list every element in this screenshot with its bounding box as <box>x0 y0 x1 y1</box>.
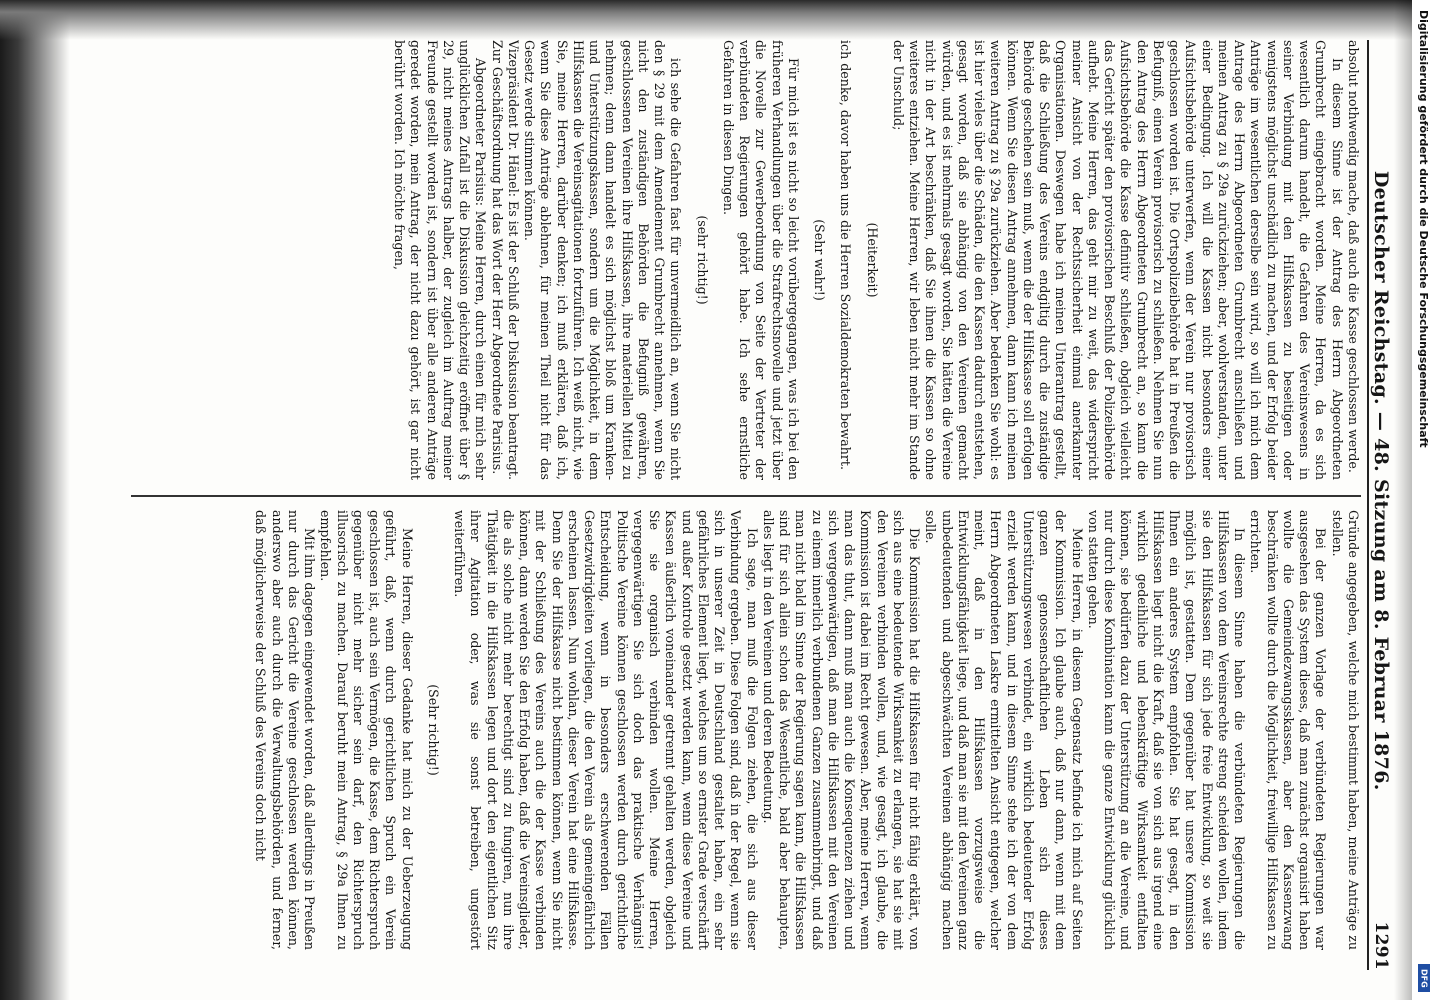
paragraph: In diesem Sinne haben die verbündeten Regierungen die Hilfskassen von dem Vereinsrechte streng scheiden wollen, indem sie den Hilfskassen für sich jede freie Entwicklung, so weit sie möglich ist, gestatten. Dem gegenüber hat unsere Kommission Ihnen ein anderes System empfohlen. Sie hat gesagt, in den Hilfskassen liegt nicht die Kraft, daß sie von sich aus irgend eine wirklich gedeihliche und lebenskräftige Wirksamkeit entfalten können, sie bedürfen dazu der Unterstützung an die Vereine, und nur durch diese Kombination kann die ganze Entwicklung glücklich von statten gehen. <box>1086 510 1248 950</box>
paragraph: Gründe angegeben, welche mich bestimmt haben, meine Anträge zu stellen. <box>1329 510 1361 950</box>
interjection: (sehr richtig!) <box>694 215 710 305</box>
paragraph: absolut nothwendig mache, daß auch die Kasse geschlossen werde. <box>1346 40 1361 473</box>
paragraph: Die Kommission hat die Hilfskassen für nicht fähig erklärt, von sich aus eine bedeutende Wirksamkeit zu erlangen, sie hat sie mit den Vereinen verbinden wollen, und, wie gesagt, ich glaube, die Kommission ist dabei im Recht gewesen. Aber, meine Herren, wenn man das thut, dann muß man auch die Konsequenzen ziehen und sich vergegenwärtigen, daß man die Hilfskassen mit den Vereinen zu einem innerlich verbundenen Ganzen zusammenbringt, und daß man nicht bald im Sinne der Regierung sagen kann, die Hilfskassen sind für sich allein schon das Wesentliche, bald aber behaupten, alles liegt in den Vereinen und deren Bedeutung. <box>761 510 923 950</box>
paragraph: Ich sage, man muß die Folgen ziehen, die sich aus dieser Verbindung ergeben. Diese Folgen sind, daß in der Regel, wenn sie sich in unserer Zeit in Deutschland gestaltet haben, ein sehr gefährliches Element liegt, welches um so ernster Grade verschärft und außer Kontrole gesetzt werden kann, wenn diese Vereine und Kassen äußerlich voneinander getrennt gehalten werden, obgleich Sie sie organisch verbinden wollen. Meine Herren, vergegenwärtigen Sie sich doch das praktische Verhängnis! Politische Vereine können geschlossen werden durch gerichtliche Entscheidung, wenn in besonders erschwerenden Fällen Gesetzwidrigkeiten vorliegen, die den Verein als gemeingefährlich erscheinen lassen. Nun wohlan, dieser Verein hat eine Hilfskasse. Denn Sie der Hilfskasse nicht bestimmen können, wenn Sie nicht mit der Schließung des Vereins auch die der Kasse verbinden können, dann werden Sie den Erfolg haben, daß die Vereinsglieder, die als solche nicht mehr berechtigt sind zu fungiren, nun ihre Thätigkeit in die Hilfskassen legen und dort den eigentlichen Sitz ihrer Agitation oder, was sie sonst betreiben, ungestört weiterführen. <box>452 510 760 950</box>
paragraph: Meine Herren, in diesem Gegensatz befinde ich mich auf Seiten der Kommission. Ich glaube auch, daß nur dann, wenn mit dem ganzen genossenschaftlichen Leben sich dieses Unterstützungswesen verbindet, ein wirklich bedeutender Erfolg erzielt werden kann, und in diesem Sinne stehe ich der von dem Herrn Abgeordneten Laskre ermittelten Ansicht entgegen, welcher meint, daß in den Hilfskassen vorzugsweise die Entwicklungsfähigkeit liege, und daß man sie mit den Vereinen ganz unbedeutenden und abgeschwächten Vereinen abhängig machen solle. <box>923 510 1085 950</box>
paragraph: ich sehe die Gefahren fast für unvermeidlich an, wenn Sie nicht den § 29 mit dem Amendement Grumbrecht annehmen, wenn Sie nicht den zuständigen Behörden die Befugniß gewähren, geschlossenen Vereinen ihre Hilfskassen, ihre materiellen Mittel zu nehmen; denn dann handelt es sich möglichst bloß um Kranken- und Unterstützungskassen, sondern um die Möglichkeit, in dem Hilfskassen die Vereinsagitationen fortzuführen. Ich weiß nicht, wie Sie, meine Herren, darüber denken; ich muß erklären, daß ich, wenn Sie diese Anträge ablehnen, für meinen Theil nicht für das Gesetz werde stimmen können. <box>522 40 684 480</box>
header-title: Deutscher Reichstag. — 48. Sitzung am 8. Februar 1876. <box>1370 170 1393 791</box>
paragraph: Meine Herren, dieser Gedanke hat mich zu der Ueberzeugung geführt, daß, wenn durch gerichtlichen Spruch ein Verein geschlossen ist, auch sein Vermögen, die Kasse, dem Richterspruch gegenüber nicht mehr sicher sein darf, den Richterspruch illusorisch zu machen. Darauf beruht mein Antrag, § 29a Ihnen zu empfehlen. <box>318 510 415 950</box>
paragraph: Mit ihm dagegen eingewendet worden, daß allerdings in Preußen nur durch das Gericht die Vereine geschlossen werden können, anderswo aber auch durch die Verwaltungsbehörden, und ferner, daß möglicherweise der Schluß des Vereins doch nicht <box>253 510 318 950</box>
scan-shadow-top <box>0 0 1412 40</box>
column-left <box>121 40 1361 480</box>
paragraph: Vizepräsident Dr. Hänel: Es ist der Schluß der Diskussion beantragt. Zur Geschäftsordnung hat das Wort der Herr Abgeordnete Parisius. <box>489 40 521 480</box>
dfg-logo-icon: DFG <box>1418 964 1430 992</box>
column-divider <box>131 495 1361 497</box>
page-number: 1291 <box>1371 921 1392 970</box>
paragraph: Für mich ist es nicht so leicht vorübergegangen, was ich bei den früheren Verhandlungen über die Strafrechtsnovelle und jetzt über die Novelle zur Gewerbeordnung von Seite der Vertreter der verbündeten Regierungen gehört habe. Ich sehe ernstliche Gefahren in diesen Dingen. <box>721 40 801 480</box>
paragraph: Bei der ganzen Vorlage der verbündeten Regierungen war ausgesehen das System dieses, daß man zunächst organisirt haben wollte die Gemeindezwangsskassen, aber den Kassenzwang beschränken wollte durch die Möglichkeit, freiwillige Hilfskassen zu errichten. <box>1248 510 1329 950</box>
paragraph: Abgeordneter Parisius: Meine Herren, durch einen für mich sehr unglücklichen Zufall ist die Diskussion gleichzeitig eröffnet über § 29, nicht meines Antrags halber, der zugleich im Auftrag meiner Freunde gestellt worden ist, sondern ist über alle anderen Anträge geredet worden, mein Antrag, der nicht dazu gehört, ist gar nicht berührt worden. Ich möchte fragen, <box>392 40 489 480</box>
interjection: (Sehr wahr!) <box>812 219 828 301</box>
paragraph: In diesem Sinne ist der Antrag des Herrn Abgeordneten Grumbrecht eingebracht worden. Meine Herren, da es sich wesentlich darum handelt, die Gefahren des Vereinswesens in seiner Verbindung mit den Hilfskassen zu beseitigen oder wenigstens möglichst unschädlich zu machen, und der Erfolg beider Anträge im wesentlichen derselbe sein wird, so will ich mich dem Antrage des Herrn Abgeordneten Grumbrecht anschließen und meinen Antrag zu § 29a zurückziehen; aber, wohlverstanden, unter einer Bedingung. Ich will die Kassen nicht besonders einer Aufsichtsbehörde unterwerfen, wenn der Verein nur provisorisch geschlossen worden ist. Die Ortspolizeibehörde hat in Preußen die Befugniß, einen Verein provisorisch zu schließen. Nehmen Sie nun den Antrag des Herrn Abgeordneten Grumbrecht an, so kann die Aufsichtsbehörde die Kasse definitiv schließen, obgleich vielleicht das Gericht später den provisorischen Beschluß der Polizeibehörde aufhebt. Meine Herren, das geht mir zu weit, das widerspricht meiner Ansicht von der Rechtssicherheit einmal anerkannter Organisationen. Deswegen habe ich meinen Unterantrag gestellt, daß die Schließung des Vereins endgiltig durch die zuständige Behörde geschehen sein muß, wenn die der Hilfskasse soll erfolgen können. Wenn Sie diesen Antrag annehmen, dann kann ich meinen weiteren Antrag zu § 29a zurückziehen. Aber bedenken Sie wohl: es ist hier vieles über die Schäden, die den Kassen dadurch entstehen, gesagt worden, daß sie abhängig von den Vereinen gemacht würden, und es ist mehrmals gesagt worden, Sie hätten die Vereine nicht in der Art beschränken, daß Sie ihnen die Kassen so ohne weiteres entziehen. Meine Herren, wir leben nicht mehr im Stande der Unschuld; <box>891 40 1345 480</box>
interjection: (Heiterkeit) <box>864 222 880 298</box>
dfg-caption: Digitalisierung gefördert durch die Deutsche Forschungsgemeinschaft <box>1417 10 1430 448</box>
interjection: (Sehr richtig!) <box>426 684 441 776</box>
header-rule <box>1367 40 1369 970</box>
scan-shadow-left <box>0 0 70 1000</box>
column-right <box>121 510 1361 950</box>
scan-shadow-right <box>1394 0 1412 1000</box>
rotated-document-page <box>105 40 1405 970</box>
paragraph: ich denke, davor haben uns die Herren Sozialdemokraten bewahrt. <box>838 40 854 470</box>
